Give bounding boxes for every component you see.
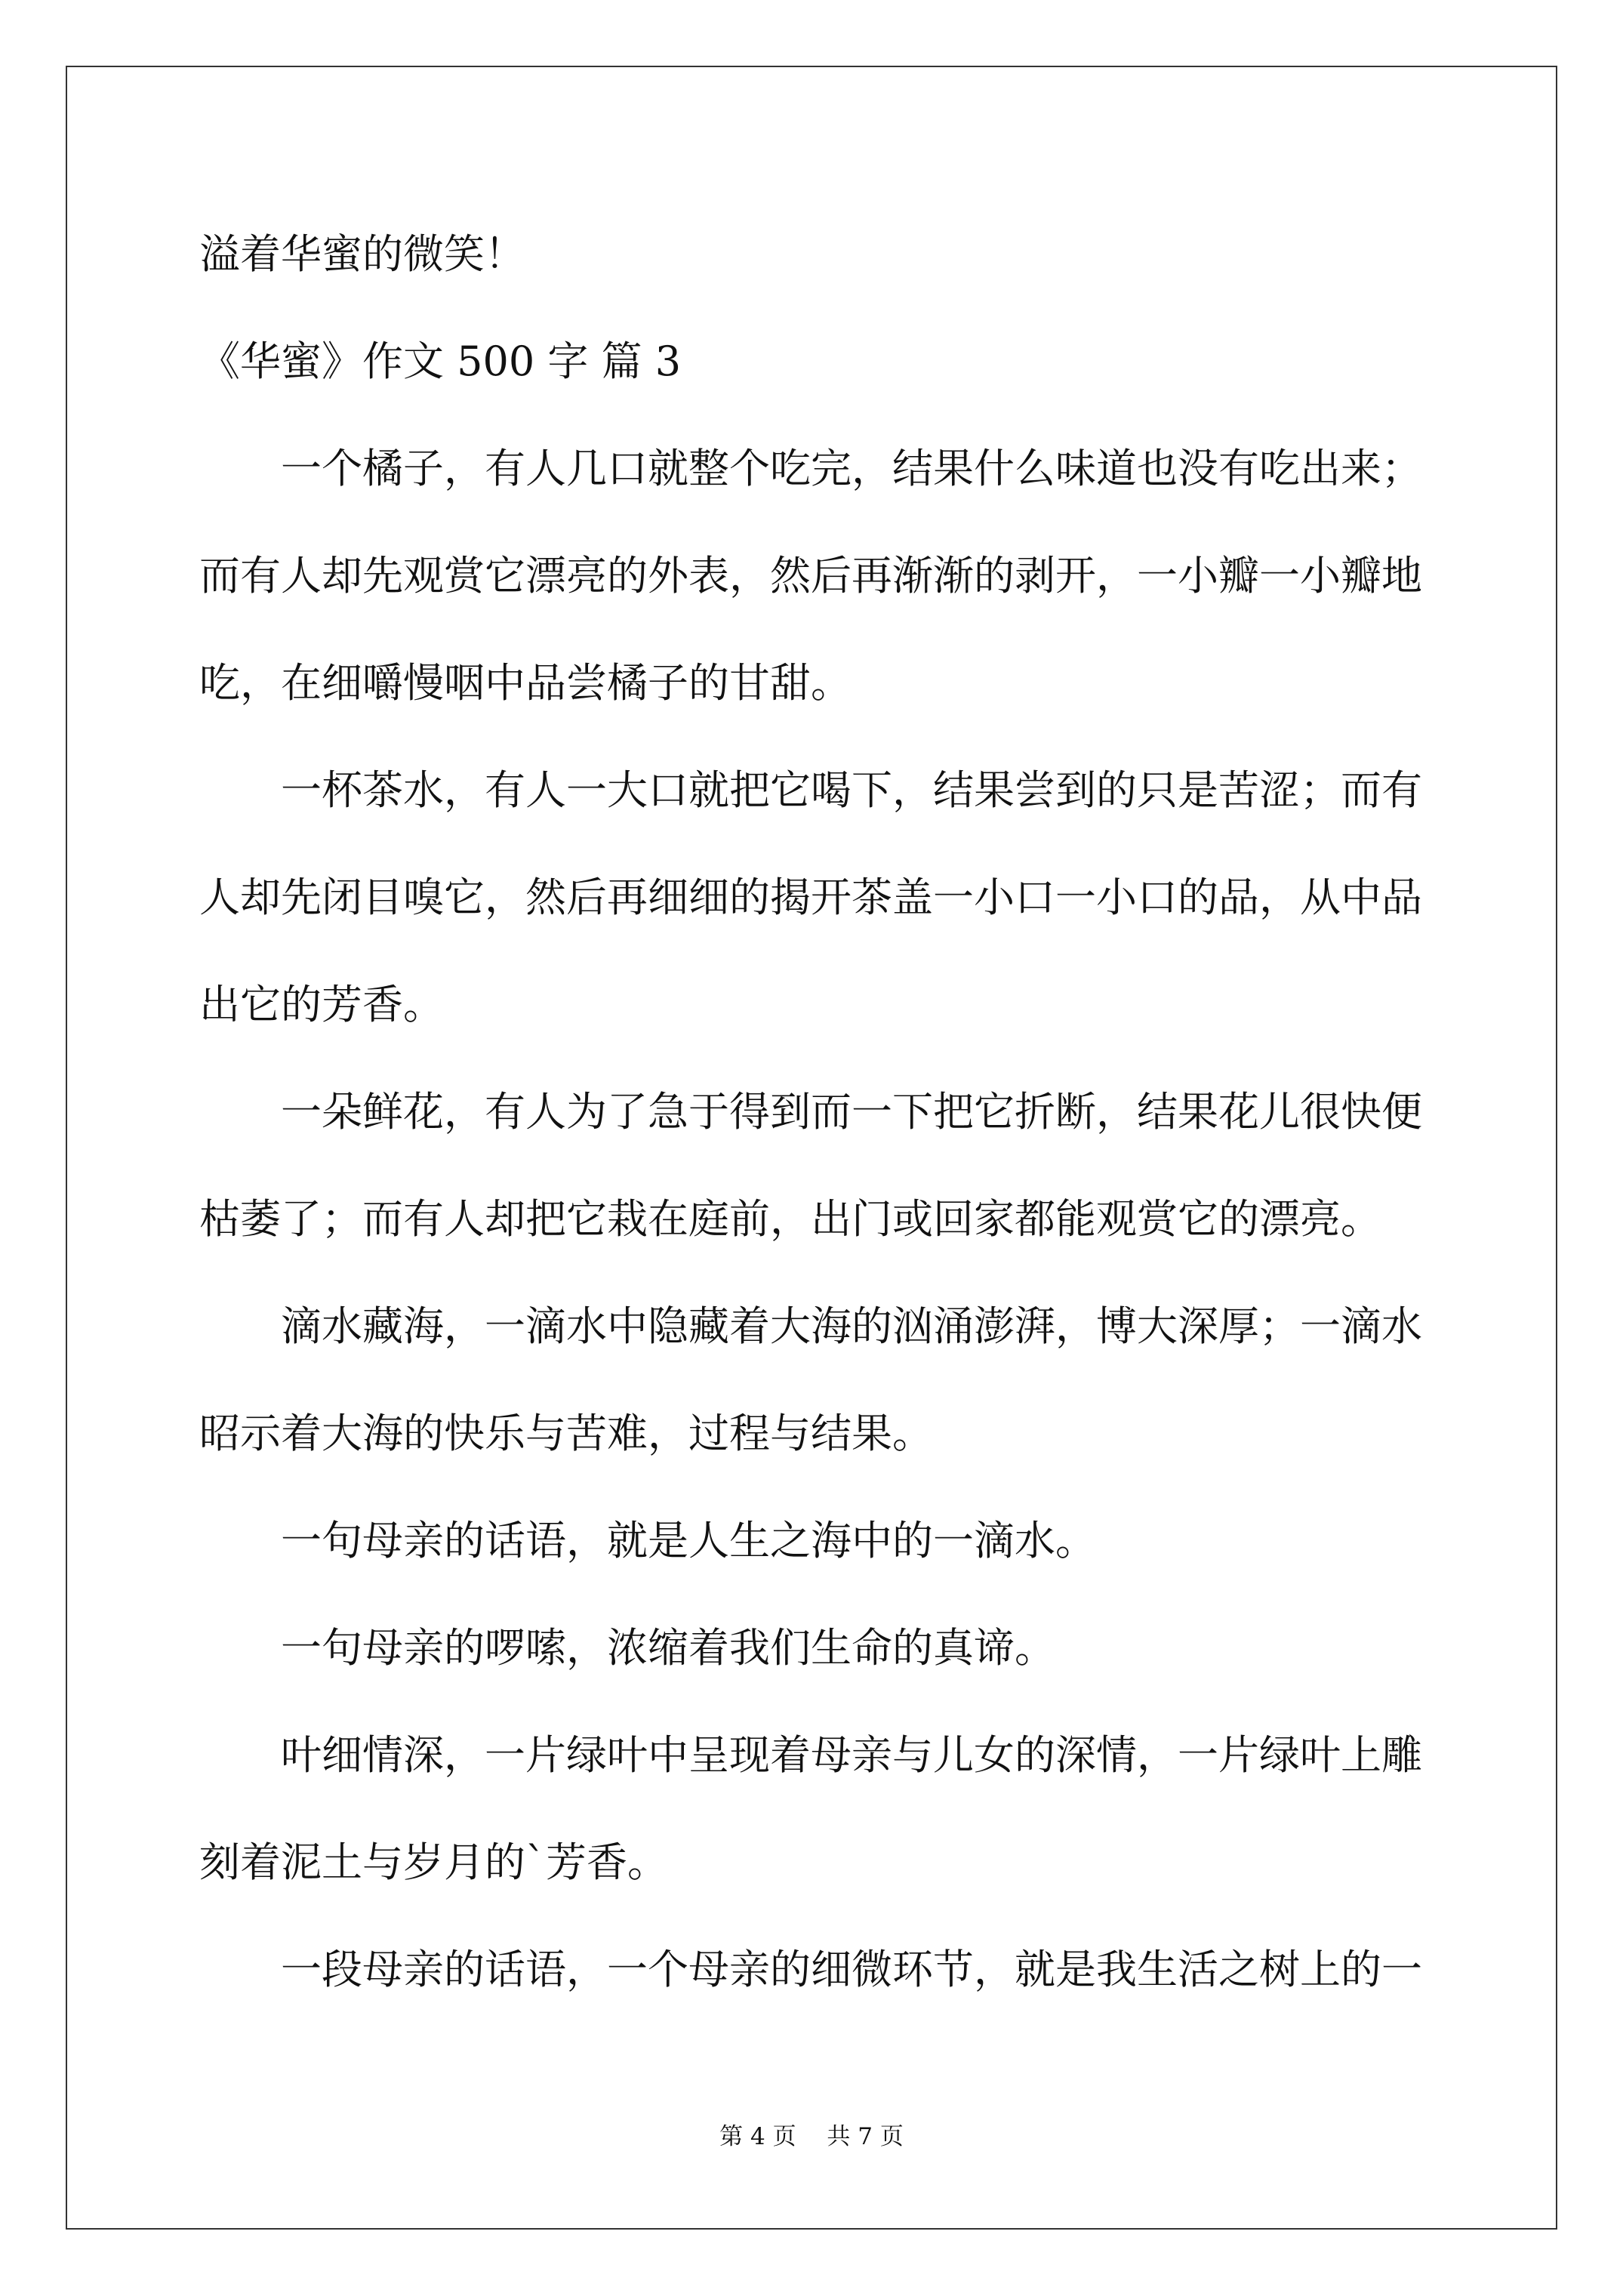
paragraph-line-11: 滴水藏海，一滴水中隐藏着大海的汹涌澎湃，博大深厚；一滴水	[281, 1302, 1422, 1350]
paragraph-line-9: 一朵鲜花，有人为了急于得到而一下把它折断，结果花儿很快便	[281, 1088, 1422, 1136]
paragraph-line-13: 一句母亲的话语，就是人生之海中的一滴水。	[281, 1517, 1096, 1564]
paragraph-line-4: 而有人却先观赏它漂亮的外表，然后再渐渐的剥开，一小瓣一小瓣地	[199, 552, 1422, 599]
paragraph-line-3: 一个橘子，有人几口就整个吃完，结果什么味道也没有吃出来；	[281, 445, 1422, 492]
paragraph-line-15: 叶细情深，一片绿叶中呈现着母亲与儿女的深情，一片绿叶上雕	[281, 1731, 1422, 1779]
paragraph-line-6: 一杯茶水，有人一大口就把它喝下，结果尝到的只是苦涩；而有	[281, 766, 1422, 814]
paragraph-line-12: 昭示着大海的快乐与苦难，过程与结果。	[199, 1410, 933, 1457]
paragraph-line-16: 刻着泥土与岁月的`芳香。	[199, 1838, 668, 1886]
paragraph-line-1: 溢着华蜜的微笑！	[199, 230, 525, 278]
page-number-footer: 第 4 页 共 7 页	[719, 2123, 904, 2150]
paragraph-line-17: 一段母亲的话语，一个母亲的细微环节，就是我生活之树上的一	[281, 1946, 1422, 1993]
paragraph-line-14: 一句母亲的啰嗦，浓缩着我们生命的真谛。	[281, 1624, 1055, 1672]
paragraph-line-7: 人却先闭目嗅它，然后再细细的揭开茶盖一小口一小口的品，从中品	[199, 874, 1422, 921]
paragraph-line-8: 出它的芳香。	[199, 981, 444, 1028]
paragraph-line-5: 吃，在细嚼慢咽中品尝橘子的甘甜。	[199, 659, 852, 707]
article-heading: 《华蜜》作文 500 字 篇 3	[199, 337, 682, 385]
page-border	[66, 66, 1557, 2230]
paragraph-line-10: 枯萎了；而有人却把它栽在庭前，出门或回家都能观赏它的漂亮。	[199, 1195, 1381, 1243]
